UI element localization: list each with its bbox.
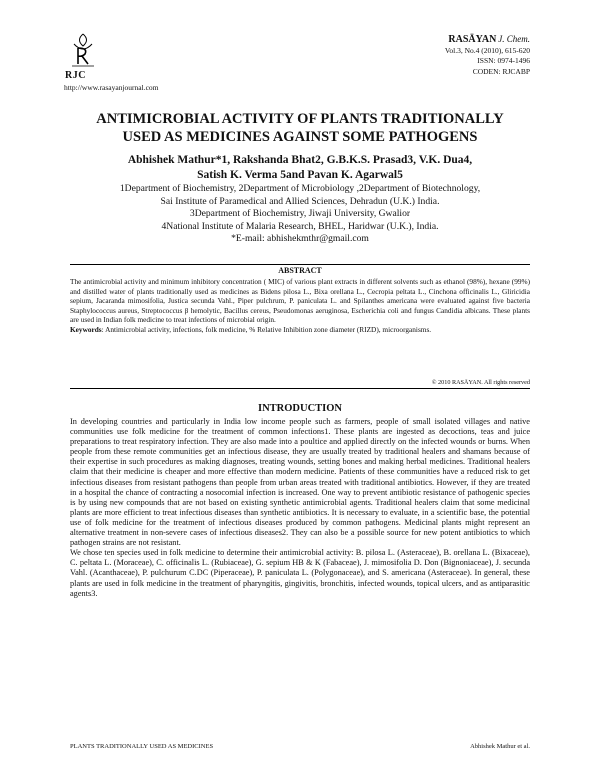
copyright: © 2010 RASĀYAN. All rights reserved [431, 379, 530, 386]
journal-sub: J. Chem. [498, 34, 530, 44]
intro-paragraph-2: We chose ten species used in folk medicine to determine their antimicrobial activity: B. pilosa L. (Asteraceae), B. orellana L. (Bixaceae), C. peltata L. (Moraceae), C. officinalis L. (Rubiaceae), G. sepium HB & K (Fabaceae), J. mimosifolia D. Don (Bignoniaceae), J. secunda Vahl. (Acanthaceae), P. pulchurum C.DC (Piperaceae), P. paniculata L. (Polygonaceae), and S. americana (Asteraceae). In general, these plants are used in folk medicine in the treatment of pharyngitis, gingivitis, bronchitis, infected wounds, topical ulcers, and as antiparasitic agents3. [70, 548, 530, 598]
abstract-body [70, 277, 530, 335]
journal-logo [68, 32, 98, 68]
coden: CODEN: RJCABP [472, 66, 530, 76]
affiliation-line: 1Department of Biochemistry, 2Department of Microbiology ,2Department of Biotechnology, [119, 183, 481, 194]
affiliation-line: 3Department of Biochemistry, Jiwaji University, Gwalior [189, 208, 411, 219]
affiliations [60, 183, 540, 246]
title-line-1: ANTIMICROBIAL ACTIVITY OF PLANTS TRADITIONALLY [96, 111, 504, 127]
paper-title [60, 110, 540, 146]
journal-info [445, 34, 530, 77]
footer-author: Abhishek Mathur et al. [470, 743, 530, 750]
volume: Vol.3, No.4 (2010), 615-620 [444, 45, 530, 55]
abstract-top-rule [70, 264, 530, 265]
keywords [70, 325, 530, 335]
authors-line-1: Abhishek Mathur*1, Rakshanda Bhat2, G.B.K.S. Prasad3, V.K. Dua4, [127, 154, 473, 166]
footer-running-title: PLANTS TRADITIONALLY USED AS MEDICINES [70, 743, 214, 750]
keywords-label: Keywords [70, 324, 102, 334]
authors-line-2: Satish K. Verma 5and Pavan K. Agarwal5 [197, 169, 403, 181]
keywords-text: : Antimicrobial activity, infections, folk medicine, % Relative Inhibition zone diameter (RIZD), microorganisms. [101, 324, 432, 334]
email-line: *E-mail: abhishekmthr@gmail.com [231, 233, 369, 244]
abstract-text: The antimicrobial activity and minimum inhibitory concentration ( MIC) of various plant extracts in different solvents such as ethanol (98%), hexane (99%) and distilled water of plants traditionally used as medicines as Bidens pilosa L., Bixa orellana L., Cecropia peltata L., Cinchona officinalis L., Gliricidia sepium, Jacaranda mimosifolia, Justica secunda Vahl., Piper pulchrum, P. paniculata L. and Spilanthes americana were evaluated against five bacteria Staphylococcus aureus, Streptococcus β hemolytic, Bacillus cereus, Pseudomonas aeruginosa, Escherichia coli and fungus Candidia albicans. These plants are used in Indian folk medicine to treat infections of microbial origin. [70, 277, 530, 325]
authors [60, 153, 540, 183]
affiliation-line: Sai Institute of Paramedical and Allied Sciences, Dehradun (U.K.) India. [160, 195, 440, 207]
introduction-body [70, 417, 530, 599]
logo-text: RJC [65, 70, 86, 81]
issn: ISSN: 0974-1496 [477, 56, 530, 65]
introduction-heading: INTRODUCTION [257, 403, 342, 414]
affiliation-line: 4National Institute of Malaria Research, BHEL, Haridwar (U.K.), India. [161, 220, 439, 232]
journal-name: RASĀYAN [448, 34, 497, 45]
title-line-2: USED AS MEDICINES AGAINST SOME PATHOGENS [122, 129, 478, 145]
abstract-bottom-rule [70, 388, 530, 389]
abstract-heading: ABSTRACT [278, 266, 322, 275]
intro-paragraph-1: In developing countries and particularly in India low income people such as farmers, people of small isolated villages and native communities use folk medicine for the treatment of common infections1. These plants are ingested as decoctions, teas and juice preparations to treat respiratory infection. They are also made into a poultice and applied directly on the infected wounds or burns. When people from these remote communities get an infectious disease, they are usually treated by traditional healers and shamans because of their expertise in such procedures as making diagnoses, treating wounds, setting bones and making herbal medicines. Traditional healers claim that their medicine is cheaper and more effective than modern medicine. Patients of these communities have a reduced risk to get infectious diseases from resistant pathogens than people from urban areas treated with traditional antibiotics. However, if they are treated in a hospital the chance of contracting a nosocomial infection is increased. One way to prevent antibiotic resistance of pathogenic species is by using new compounds that are not based on existing synthetic antimicrobial agents. Traditional healers claim that some medicinal plants are more efficient to treat infectious diseases than synthetic antibiotics. It is necessary to evaluate, in a scientific base, the potential use of folk medicine for the treatment of infectious diseases produced by common pathogens. Medicinal plants might represent an alternative treatment in non-severe cases of infectious diseases2. They can also be a possible source for new potent antibiotics to which pathogen strains are not resistant. [70, 417, 530, 548]
journal-url[interactable]: http://www.rasayanjournal.com [64, 83, 159, 92]
